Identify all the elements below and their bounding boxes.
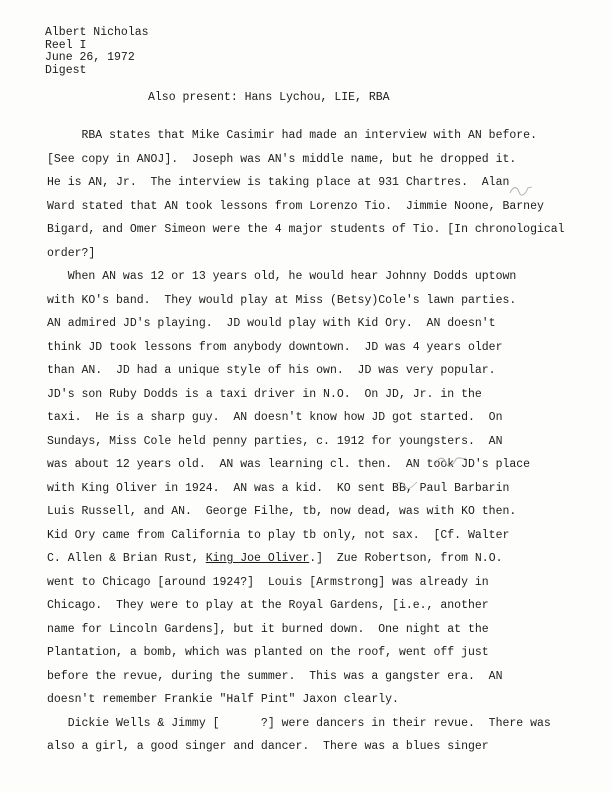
pencil-annotation-icon [434,454,468,468]
body-line: Chicago. They were to play at the Royal Gardens, [i.e., another [47,599,489,612]
pencil-annotation-icon [393,478,419,490]
header-type: Digest [45,63,87,77]
body-line: Plantation, a bomb, which was planted on the roof, went off just [47,646,489,659]
body-line: think JD took lessons from anybody downtown. JD was 4 years older [47,340,503,354]
body-line: order?] [47,246,96,260]
body-line: [See copy in ANOJ]. Joseph was AN's middle name, but he dropped it. [47,152,517,166]
body-line: than AN. JD had a unique style of his own. JD was very popular. [47,364,496,377]
body-line: He is AN, Jr. The interview is taking place at 931 Chartres. Alan [47,176,510,189]
line-text: C. Allen & Brian Rust, [47,552,206,565]
line-text: .] Zue Robertson, from N.O. [309,552,503,565]
body-line: Sundays, Miss Cole held penny parties, c. 1912 for youngsters. AN [47,434,503,448]
body-line: RBA states that Mike Casimir had made an interview with AN before. [47,129,537,142]
body-line: name for Lincoln Gardens], but it burned down. One night at the [47,622,489,636]
body-line: Kid Ory came from California to play tb only, not sax. [Cf. Walter [47,528,510,542]
body-line: was about 12 years old. AN was learning cl. then. AN took JD's place [47,458,531,471]
body-line: with King Oliver in 1924. AN was a kid. KO sent BB, Paul Barbarin [47,481,510,495]
book-title: King Joe Oliver [205,552,310,565]
body-line: Ward stated that AN took lessons from Lorenzo Tio. Jimmie Noone, Barney [47,199,544,213]
header-name: Albert Nicholas [45,26,149,39]
also-present-line: Also present: Hans Lychou, LIE, RBA [148,91,390,104]
body-line: doesn't remember Frankie "Half Pint" Jaxon clearly. [47,693,399,706]
pencil-annotation-icon [508,183,534,197]
body-line: Bigard, and Omer Simeon were the 4 major students of Tio. [In chronological [47,223,565,236]
document-header [45,27,149,77]
body-line: Dickie Wells & Jimmy [ ?] were dancers in their revue. There was [47,716,551,730]
header-date: June 26, 1972 [45,51,135,65]
body-line: Luis Russell, and AN. George Filhe, tb, now dead, was with KO then. [47,505,517,518]
header-reel: Reel I [45,38,87,52]
body-line: went to Chicago [around 1924?] Louis [Armstrong] was already in [47,575,489,589]
body-line: with KO's band. They would play at Miss (Betsy)Cole's lawn parties. [47,293,517,307]
document-body [47,124,607,759]
body-line: taxi. He is a sharp guy. AN doesn't know how JD got started. On [47,411,503,424]
body-line: AN admired JD's playing. JD would play with Kid Ory. AN doesn't [47,317,496,330]
body-line: JD's son Ruby Dodds is a taxi driver in N.O. On JD, Jr. in the [47,387,482,401]
body-line: also a girl, a good singer and dancer. There was a blues singer [47,740,489,753]
body-line-with-title [47,547,607,571]
body-line: When AN was 12 or 13 years old, he would hear Johnny Dodds uptown [47,270,517,283]
body-line: before the revue, during the summer. This was a gangster era. AN [47,669,503,683]
